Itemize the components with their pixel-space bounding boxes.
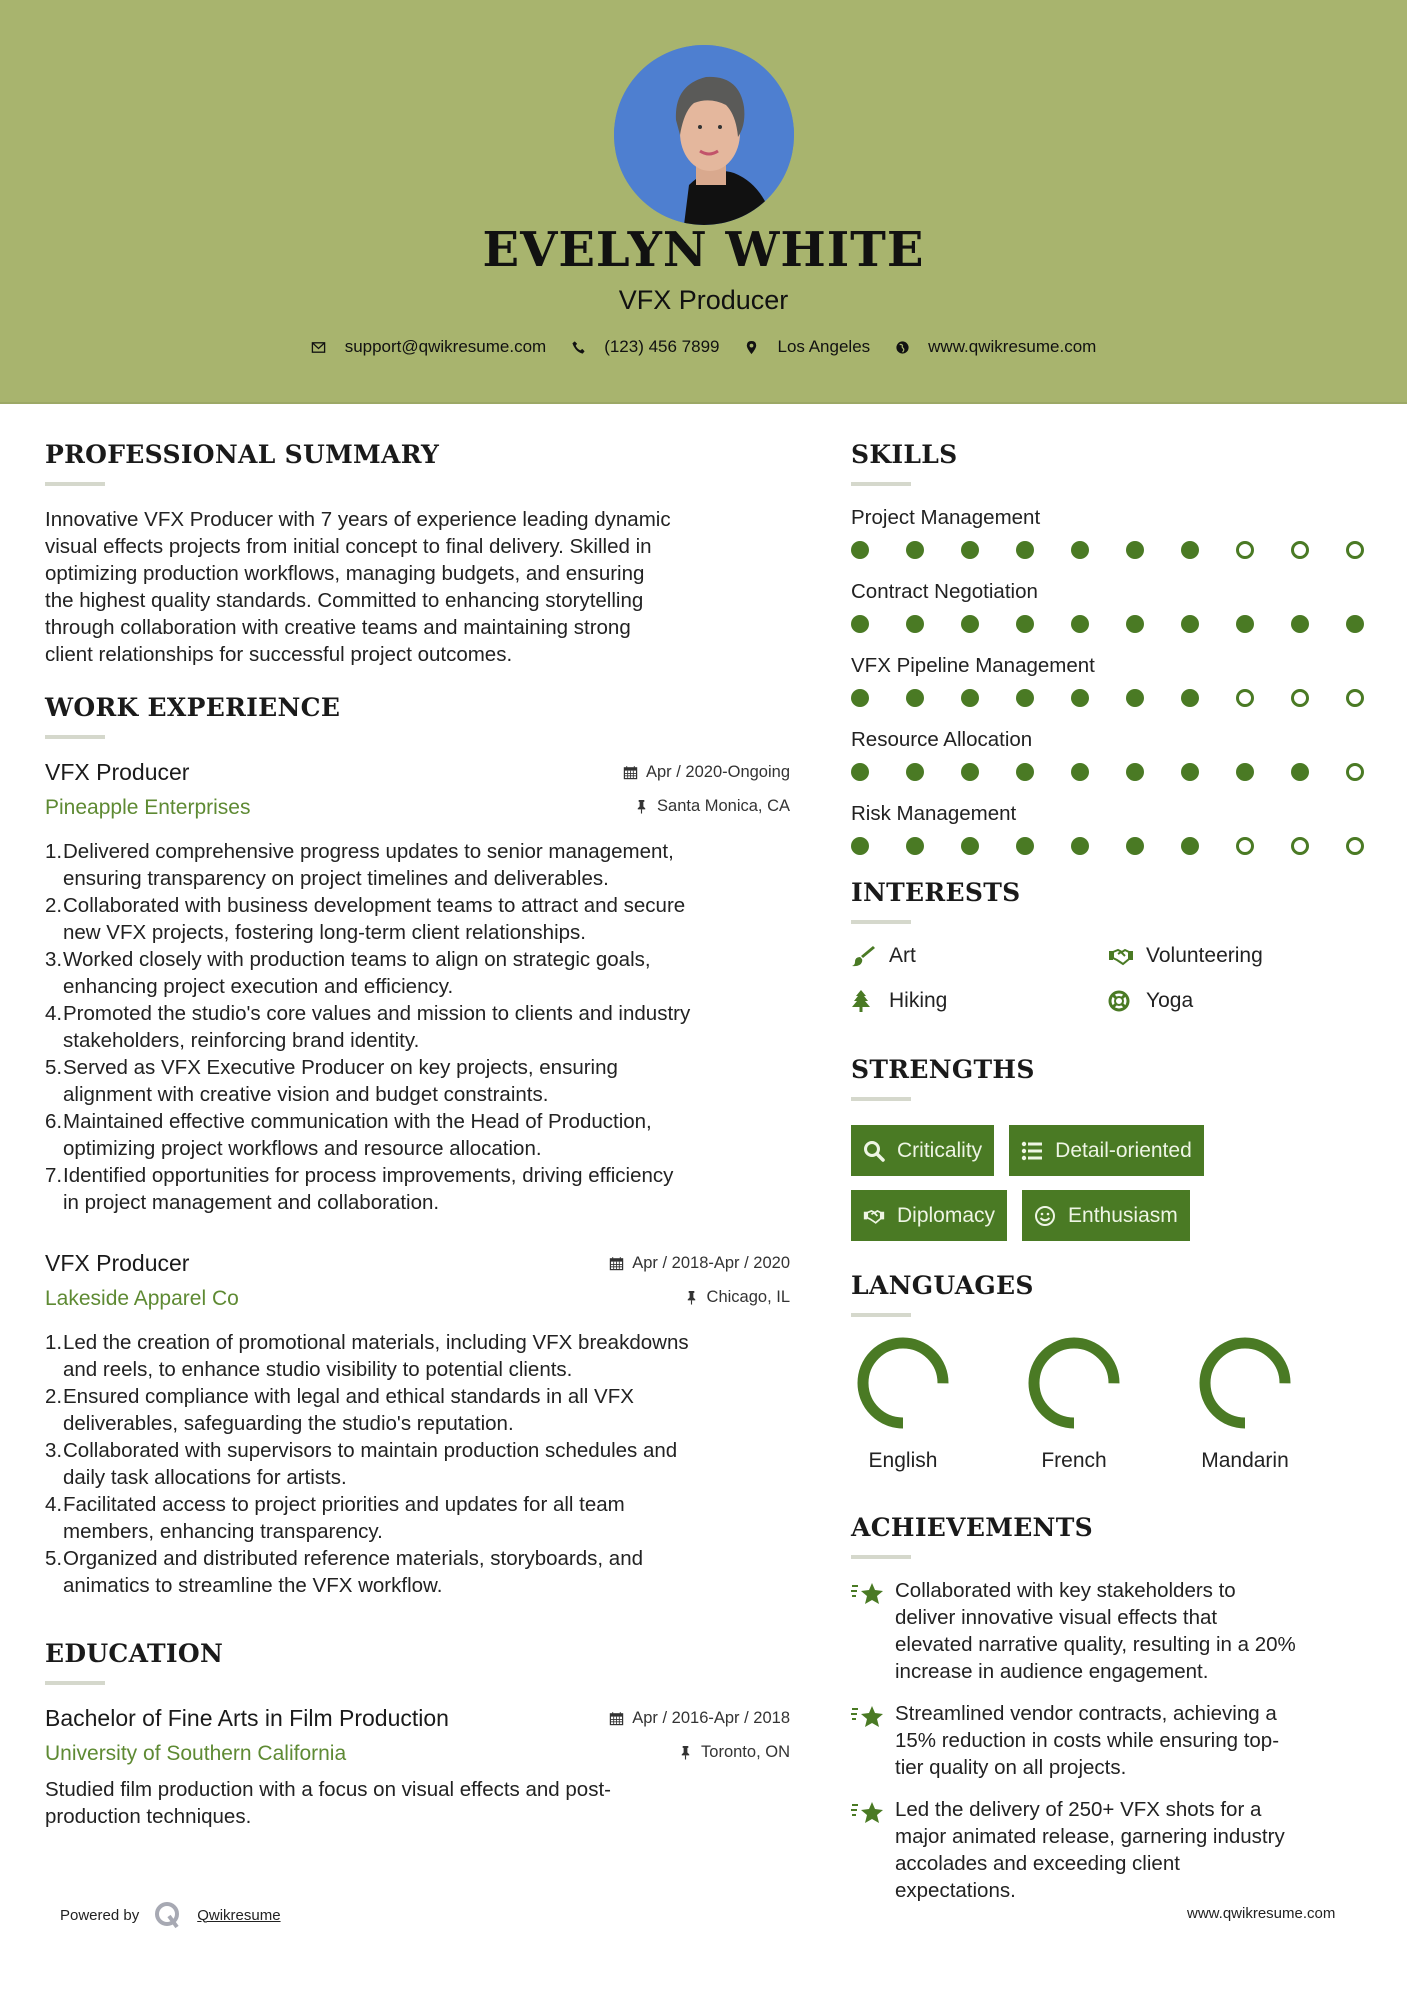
skill-name: Resource Allocation	[851, 728, 1033, 751]
achievement-item	[851, 1577, 1371, 1685]
rating-dot-filled	[1071, 689, 1089, 707]
resume-header	[0, 0, 1407, 404]
strength-chip	[1022, 1190, 1190, 1241]
language-name: Mandarin	[1201, 1449, 1289, 1472]
work-experience-section	[45, 693, 790, 1599]
bullet-item: 1. Delivered comprehensive progress updates to senior management, ensuring transparency on project timelines and deliverables.	[45, 840, 674, 890]
interests-list	[851, 942, 1371, 1015]
language-item	[1193, 1337, 1364, 1473]
job-title: VFX Producer	[45, 1250, 190, 1276]
section-heading: WORK EXPERIENCE	[45, 693, 341, 722]
skill-name: Risk Management	[851, 802, 1017, 825]
bullet-item: 4. Promoted the studio's core values and mission to clients and industry stakeholders, reinforcing brand identity.	[45, 1002, 691, 1052]
rating-dot-filled	[961, 541, 979, 559]
strengths-section	[851, 1055, 1371, 1255]
summary-line: visual effects projects from initial concept to final delivery. Skilled in	[45, 535, 652, 558]
star-achievement-icon	[851, 1796, 895, 1904]
skill-item	[851, 800, 1371, 874]
rating-dot-empty	[1291, 689, 1309, 707]
contact-phone[interactable]	[570, 337, 719, 357]
job-entry	[45, 1250, 790, 1599]
summary-line: the highest quality standards. Committed to enhancing storytelling	[45, 589, 644, 612]
education-location	[678, 1743, 790, 1762]
candidate-name: EVELYN WHITE	[482, 222, 925, 278]
rating-dot-empty	[1346, 763, 1364, 781]
rating-dot-filled	[1126, 541, 1144, 559]
job-bullets	[45, 1329, 790, 1599]
section-divider	[45, 482, 105, 486]
profile-photo	[614, 45, 794, 225]
candidate-title: VFX Producer	[618, 285, 789, 315]
language-progress-ring	[1199, 1337, 1291, 1429]
strength-chip	[851, 1190, 1007, 1241]
bullet-item: 2. Collaborated with business development teams to attract and secure new VFX projects, fostering long-term client relationships.	[45, 894, 686, 944]
job-location-text: Chicago, IL	[706, 1288, 790, 1306]
rating-dot-filled	[1346, 615, 1364, 633]
job-date	[623, 763, 790, 782]
bullet-item: 5. Organized and distributed reference materials, storyboards, and animatics to streamline the VFX workflow.	[45, 1547, 644, 1597]
rating-dot-filled	[1016, 615, 1034, 633]
job-location	[684, 1288, 790, 1307]
life-ring-icon	[1108, 989, 1136, 1013]
rating-dot-empty	[1291, 541, 1309, 559]
section-divider	[851, 1097, 911, 1101]
rating-dot-filled	[1181, 837, 1199, 855]
rating-dot-filled	[1126, 689, 1144, 707]
section-heading: INTERESTS	[851, 878, 1021, 907]
contact-phone-text: (123) 456 7899	[604, 337, 720, 356]
rating-dot-filled	[851, 615, 869, 633]
language-name: English	[868, 1449, 938, 1472]
rating-dot-filled	[851, 763, 869, 781]
rating-dot-empty	[1236, 837, 1254, 855]
rating-dot-filled	[851, 541, 869, 559]
achievement-text: Led the delivery of 250+ VFX shots for a major animated release, garnering industry accolades and exceeding client expectations.	[895, 1798, 1285, 1902]
left-column	[45, 440, 790, 1830]
contact-location	[744, 337, 871, 357]
education-description: Studied film production with a focus on visual effects and post- production techniques.	[45, 1778, 611, 1828]
strengths-list	[851, 1125, 1311, 1255]
skill-rating	[851, 532, 1371, 578]
section-heading: SKILLS	[851, 440, 958, 469]
rating-dot-filled	[961, 837, 979, 855]
rating-dot-empty	[1346, 837, 1364, 855]
rating-dot-empty	[1291, 837, 1309, 855]
rating-dot-filled	[851, 689, 869, 707]
rating-dot-empty	[1346, 541, 1364, 559]
job-date-text: Apr / 2020-Ongoing	[645, 763, 790, 781]
strength-label: Detail-oriented	[1055, 1138, 1192, 1162]
bullet-item: 5. Served as VFX Executive Producer on key projects, ensuring alignment with creative vision and budget constraints.	[45, 1056, 618, 1106]
section-divider	[851, 482, 911, 486]
language-progress-ring	[857, 1337, 949, 1429]
interest-label: Volunteering	[1146, 944, 1263, 967]
section-divider	[851, 920, 911, 924]
job-location	[634, 797, 790, 816]
skill-name: VFX Pipeline Management	[851, 654, 1095, 677]
languages-list	[851, 1337, 1371, 1473]
rating-dot-filled	[851, 837, 869, 855]
rating-dot-empty	[1236, 689, 1254, 707]
contact-location-text: Los Angeles	[777, 337, 871, 356]
achievements-section	[851, 1513, 1371, 1904]
section-heading: LANGUAGES	[851, 1271, 1034, 1300]
qwikresume-link[interactable]: Qwikresume	[197, 1906, 281, 1924]
rating-dot-filled	[1291, 615, 1309, 633]
search-icon	[863, 1140, 887, 1162]
job-bullets	[45, 838, 790, 1216]
language-name: French	[1041, 1449, 1107, 1472]
contact-bar	[0, 337, 1407, 357]
languages-section	[851, 1271, 1371, 1473]
achievement-text: Collaborated with key stakeholders to deliver innovative visual effects that elevated narrative quality, resulting in a 20% increase in audience engagement.	[895, 1579, 1296, 1683]
star-achievement-icon	[851, 1577, 895, 1685]
contact-email-text: support@qwikresume.com	[344, 337, 547, 356]
interest-label: Yoga	[1146, 989, 1194, 1012]
contact-website[interactable]	[894, 337, 1096, 357]
rating-dot-filled	[1181, 689, 1199, 707]
interest-label: Hiking	[889, 989, 948, 1012]
skill-item	[851, 578, 1371, 652]
skill-rating	[851, 606, 1371, 652]
summary-line: through collaboration with creative teams and maintaining strong	[45, 616, 631, 639]
tree-icon	[851, 989, 879, 1013]
achievement-item	[851, 1700, 1371, 1781]
bullet-item: 4. Facilitated access to project priorities and updates for all team members, enhancing transparency.	[45, 1493, 625, 1543]
section-heading: EDUCATION	[45, 1639, 224, 1668]
rating-dot-empty	[1236, 541, 1254, 559]
rating-dot-filled	[1181, 763, 1199, 781]
rating-dot-filled	[1236, 615, 1254, 633]
calendar-icon	[623, 765, 638, 780]
bullet-item: 7. Identified opportunities for process improvements, driving efficiency in project management and collaboration.	[45, 1164, 674, 1214]
calendar-icon	[609, 1711, 624, 1726]
section-divider	[851, 1313, 911, 1317]
section-divider	[851, 1555, 911, 1559]
pushpin-icon	[678, 1745, 693, 1760]
rating-dot-filled	[906, 541, 924, 559]
school-name: University of Southern California	[45, 1742, 347, 1765]
globe-icon	[894, 339, 910, 355]
rating-dot-filled	[1126, 763, 1144, 781]
rating-dot-filled	[1016, 763, 1034, 781]
smile-icon	[1034, 1205, 1058, 1227]
skill-rating	[851, 680, 1371, 726]
education-entry	[45, 1705, 790, 1830]
job-company: Pineapple Enterprises	[45, 796, 251, 819]
job-title: VFX Producer	[45, 759, 190, 785]
rating-dot-filled	[906, 837, 924, 855]
right-column	[851, 440, 1371, 1919]
strength-chip	[1009, 1125, 1204, 1176]
footer-website[interactable]: www.qwikresume.com	[1187, 1905, 1336, 1922]
education-location-text: Toronto, ON	[701, 1743, 790, 1761]
interest-item	[851, 942, 1108, 970]
powered-by-text: Powered by	[60, 1906, 140, 1924]
bullet-item: 2. Ensured compliance with legal and ethical standards in all VFX deliverables, safeguarding the studio's reputation.	[45, 1385, 634, 1435]
bullet-item: 3. Worked closely with production teams to align on strategic goals, enhancing project execution and efficiency.	[45, 948, 651, 998]
pushpin-icon	[684, 1290, 699, 1305]
list-icon	[1021, 1140, 1045, 1162]
bullet-item: 6. Maintained effective communication with the Head of Production, optimizing project workflows and resource allocation.	[45, 1110, 652, 1160]
bullet-item: 1. Led the creation of promotional materials, including VFX breakdowns and reels, to enhance studio visibility to potential clients.	[45, 1331, 689, 1381]
calendar-icon	[609, 1256, 624, 1271]
section-heading: PROFESSIONAL SUMMARY	[45, 440, 440, 469]
contact-email[interactable]	[311, 337, 547, 357]
section-divider	[45, 1681, 105, 1685]
job-company: Lakeside Apparel Co	[45, 1287, 239, 1310]
rating-dot-empty	[1346, 689, 1364, 707]
powered-by	[60, 1900, 281, 1930]
summary-line: client relationships for successful project outcomes.	[45, 643, 513, 666]
rating-dot-filled	[1181, 615, 1199, 633]
rating-dot-filled	[1016, 689, 1034, 707]
job-entry	[45, 759, 790, 1216]
section-heading: ACHIEVEMENTS	[851, 1513, 1093, 1542]
job-location-text: Santa Monica, CA	[657, 797, 790, 815]
rating-dot-filled	[906, 763, 924, 781]
pushpin-icon	[634, 799, 649, 814]
rating-dot-filled	[961, 689, 979, 707]
handshake-icon	[1108, 944, 1136, 968]
skills-section	[851, 440, 1371, 874]
achievement-text: Streamlined vendor contracts, achieving a 15% reduction in costs while ensuring top- tier quality on all projects.	[895, 1702, 1280, 1779]
portrait-image	[614, 45, 794, 225]
education-date-text: Apr / 2016-Apr / 2018	[632, 1709, 790, 1727]
strength-label: Criticality	[897, 1138, 983, 1162]
skill-item	[851, 726, 1371, 800]
summary-line: optimizing production workflows, managing budgets, and ensuring	[45, 562, 645, 585]
professional-summary-section	[45, 440, 790, 668]
skills-list	[851, 504, 1371, 874]
education-date	[609, 1709, 790, 1728]
strength-label: Enthusiasm	[1068, 1203, 1178, 1227]
job-date-text: Apr / 2018-Apr / 2020	[632, 1254, 790, 1272]
rating-dot-filled	[1291, 763, 1309, 781]
interest-item	[851, 987, 1108, 1015]
rating-dot-filled	[1016, 837, 1034, 855]
qwikresume-logo-icon	[153, 1900, 183, 1930]
bullet-item: 3. Collaborated with supervisors to maintain production schedules and daily task allocations for artists.	[45, 1439, 678, 1489]
rating-dot-filled	[1016, 541, 1034, 559]
rating-dot-filled	[1071, 615, 1089, 633]
contact-website-text: www.qwikresume.com	[928, 337, 1097, 356]
achievements-list	[851, 1577, 1371, 1904]
star-achievement-icon	[851, 1700, 895, 1781]
rating-dot-filled	[1071, 763, 1089, 781]
envelope-icon	[311, 339, 327, 355]
rating-dot-filled	[1126, 615, 1144, 633]
summary-line: Innovative VFX Producer with 7 years of experience leading dynamic	[45, 508, 671, 531]
interest-item	[1108, 942, 1358, 970]
strength-chip	[851, 1125, 994, 1176]
education-section	[45, 1639, 790, 1830]
skill-name: Project Management	[851, 506, 1041, 529]
interest-item	[1108, 987, 1358, 1015]
language-item	[851, 1337, 1022, 1473]
language-progress-ring	[1028, 1337, 1120, 1429]
handshake-icon	[863, 1205, 887, 1227]
achievement-item	[851, 1796, 1371, 1904]
skill-rating	[851, 828, 1371, 874]
section-divider	[45, 735, 105, 739]
job-date	[609, 1254, 790, 1273]
degree-title: Bachelor of Fine Arts in Film Production	[45, 1705, 449, 1731]
skill-name: Contract Negotiation	[851, 580, 1038, 603]
skill-rating	[851, 754, 1371, 800]
interest-label: Art	[889, 944, 916, 967]
map-marker-icon	[744, 339, 760, 355]
rating-dot-filled	[1126, 837, 1144, 855]
rating-dot-filled	[1181, 541, 1199, 559]
paintbrush-icon	[851, 944, 879, 968]
skill-item	[851, 504, 1371, 578]
summary-text	[45, 506, 790, 668]
strength-label: Diplomacy	[897, 1203, 996, 1227]
interests-section	[851, 878, 1371, 1015]
language-item	[1022, 1337, 1193, 1473]
rating-dot-filled	[961, 615, 979, 633]
rating-dot-filled	[906, 689, 924, 707]
section-heading: STRENGTHS	[851, 1055, 1035, 1084]
rating-dot-filled	[1071, 837, 1089, 855]
skill-item	[851, 652, 1371, 726]
phone-icon	[570, 339, 586, 355]
rating-dot-filled	[961, 763, 979, 781]
rating-dot-filled	[1071, 541, 1089, 559]
rating-dot-filled	[906, 615, 924, 633]
rating-dot-filled	[1236, 763, 1254, 781]
